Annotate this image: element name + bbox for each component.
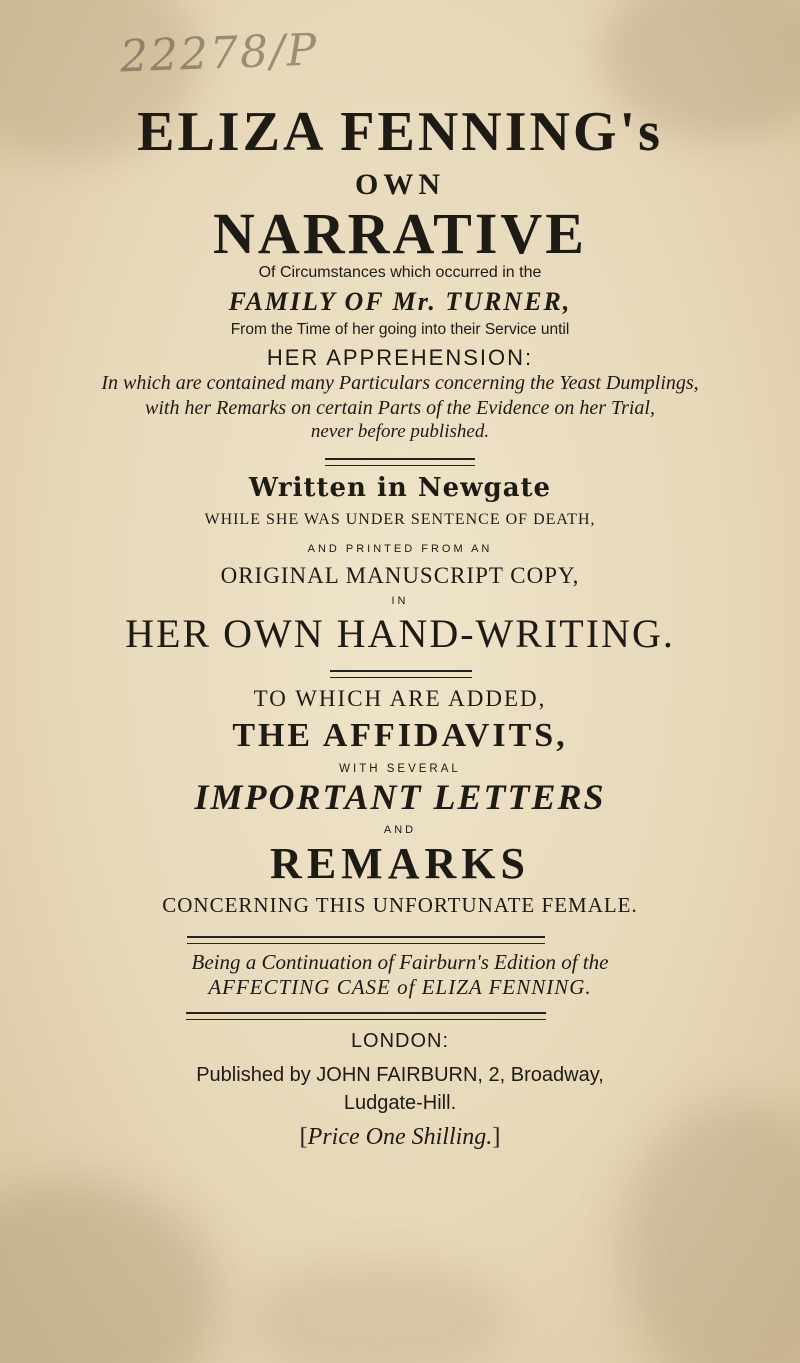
written-in-newgate: Written in Newgate: [248, 473, 552, 503]
subtitle-never-published: never before published.: [310, 421, 490, 442]
double-rule-divider: [186, 1012, 546, 1020]
imprint-ludgate: Ludgate-Hill.: [343, 1092, 457, 1114]
double-rule-divider: [325, 458, 475, 466]
double-rule-divider: [187, 936, 545, 944]
written-in: IN: [391, 595, 409, 607]
subtitle-family: FAMILY OF Mr. TURNER,: [228, 287, 572, 316]
subtitle-with-remarks: with her Remarks on certain Parts of the Evidence on her Trial,: [145, 397, 655, 419]
price-bracket-close: ]: [492, 1124, 501, 1150]
written-original-copy: ORIGINAL MANUSCRIPT COPY,: [220, 563, 580, 588]
written-sentence: WHILE SHE WAS UNDER SENTENCE OF DEATH,: [204, 511, 596, 528]
double-rule-divider: [330, 670, 472, 678]
imprint-publisher: Published by JOHN FAIRBURN, 2, Broadway,: [196, 1064, 604, 1086]
manuscript-shelfmark: 22278/P: [119, 24, 320, 83]
additions-concerning: CONCERNING THIS UNFORTUNATE FEMALE.: [162, 893, 638, 917]
subtitle-from-time: From the Time of her going into their Service until: [230, 321, 570, 338]
continuation-line-1: Being a Continuation of Fairburn's Edition of the: [191, 950, 609, 974]
additions-remarks: REMARKS: [270, 839, 530, 888]
title-eliza-fenning: ELIZA FENNING's: [137, 101, 663, 163]
imprint-price: [0, 1124, 800, 1151]
title-own: OWN: [355, 168, 445, 201]
price-bracket-open: [: [299, 1124, 308, 1150]
additions-to-which: TO WHICH ARE ADDED,: [253, 686, 547, 711]
additions-affidavits: THE AFFIDAVITS,: [232, 717, 568, 754]
price-text: Price One Shilling.: [307, 1124, 493, 1150]
paper-stain: [250, 1260, 510, 1363]
continuation-line-2: AFFECTING CASE of ELIZA FENNING.: [208, 975, 592, 999]
additions-several: WITH SEVERAL: [339, 763, 461, 775]
imprint-london: LONDON:: [350, 1030, 450, 1052]
paper-stain: [0, 1180, 220, 1363]
subtitle-circumstances: Of Circumstances which occurred in the: [258, 264, 542, 281]
subtitle-in-which: In which are contained many Particulars concerning the Yeast Dumplings,: [101, 372, 699, 394]
title-narrative: NARRATIVE: [213, 201, 587, 266]
additions-important-letters: IMPORTANT LETTERS: [194, 777, 606, 817]
written-printed-from: AND PRINTED FROM AN: [307, 543, 493, 555]
written-handwriting: HER OWN HAND-WRITING.: [125, 611, 675, 656]
subtitle-apprehension: HER APPREHENSION:: [266, 345, 534, 370]
additions-and: AND: [383, 824, 417, 836]
